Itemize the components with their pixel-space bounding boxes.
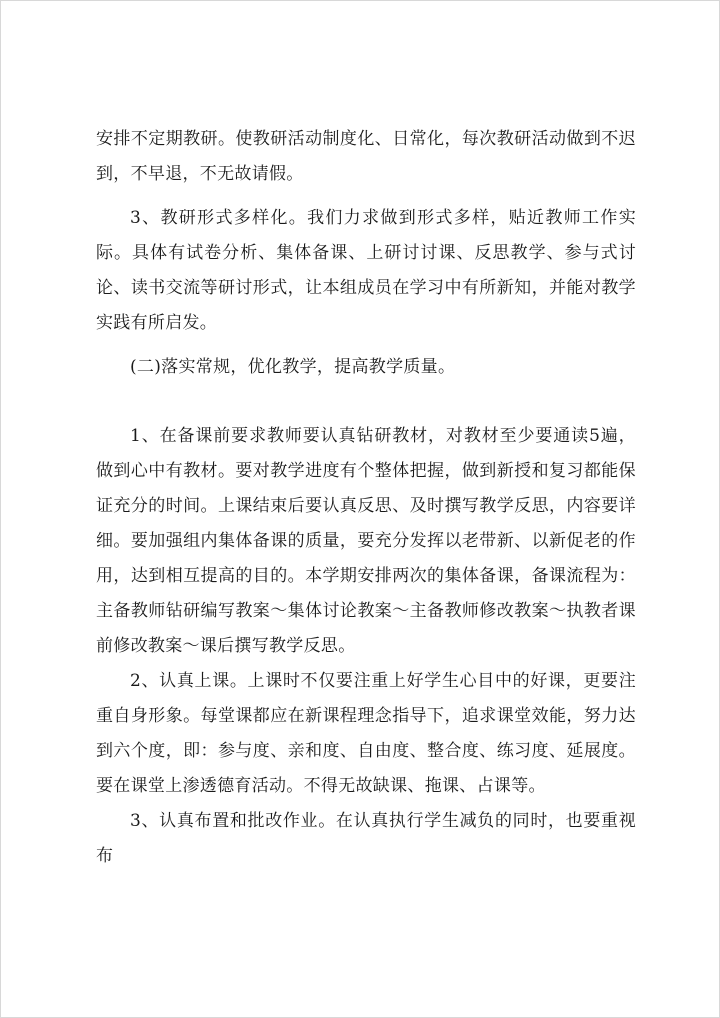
paragraph-3: 1、在备课前要求教师要认真钻研教材，对教材至少要通读5遍，做到心中有教材。要对教学进度有个整体把握，做到新授和复习都能保证充分的时间。上课结束后要认真反思、及时撰写教学反思，内容要详细。要加强组内集体备课的质量，要充分发挥以老带新、以新促老的作用，达到相互提高的目的。本学期安排两次的集体备课，备课流程为：主备教师钻研编写教案～集体讨论教案～主备教师修改教案～执教者课前修改教案～课后撰写教学反思。 bbox=[96, 426, 636, 656]
spacer bbox=[96, 385, 636, 419]
spacer bbox=[96, 341, 636, 350]
document-body bbox=[96, 122, 636, 874]
paragraph-2: 3、教研形式多样化。我们力求做到形式多样，贴近教师工作实际。具体有试卷分析、集体备课、上研讨讨课、反思教学、参与式讨论、读书交流等研讨形式，让本组成员在学习中有所新知，并能对教学实践有所启发。 bbox=[96, 208, 636, 333]
spacer bbox=[96, 192, 636, 201]
paragraph-5: 3、认真布置和批改作业。在认真执行学生减负的同时，也要重视布 bbox=[96, 811, 636, 866]
paragraph-4: 2、认真上课。上课时不仅要注重上好学生心目中的好课，更要注重自身形象。每堂课都应在新课程理念指导下，追求课堂效能，努力达到六个度，即：参与度、亲和度、自由度、整合度、练习度、延展度。要在课堂上渗透德育活动。不得无故缺课、拖课、占课等。 bbox=[96, 671, 636, 796]
paragraph-1: 安排不定期教研。使教研活动制度化、日常化，每次教研活动做到不迟到，不早退，不无故请假。 bbox=[96, 129, 636, 184]
section-heading: (二)落实常规，优化教学，提高教学质量。 bbox=[130, 357, 456, 377]
